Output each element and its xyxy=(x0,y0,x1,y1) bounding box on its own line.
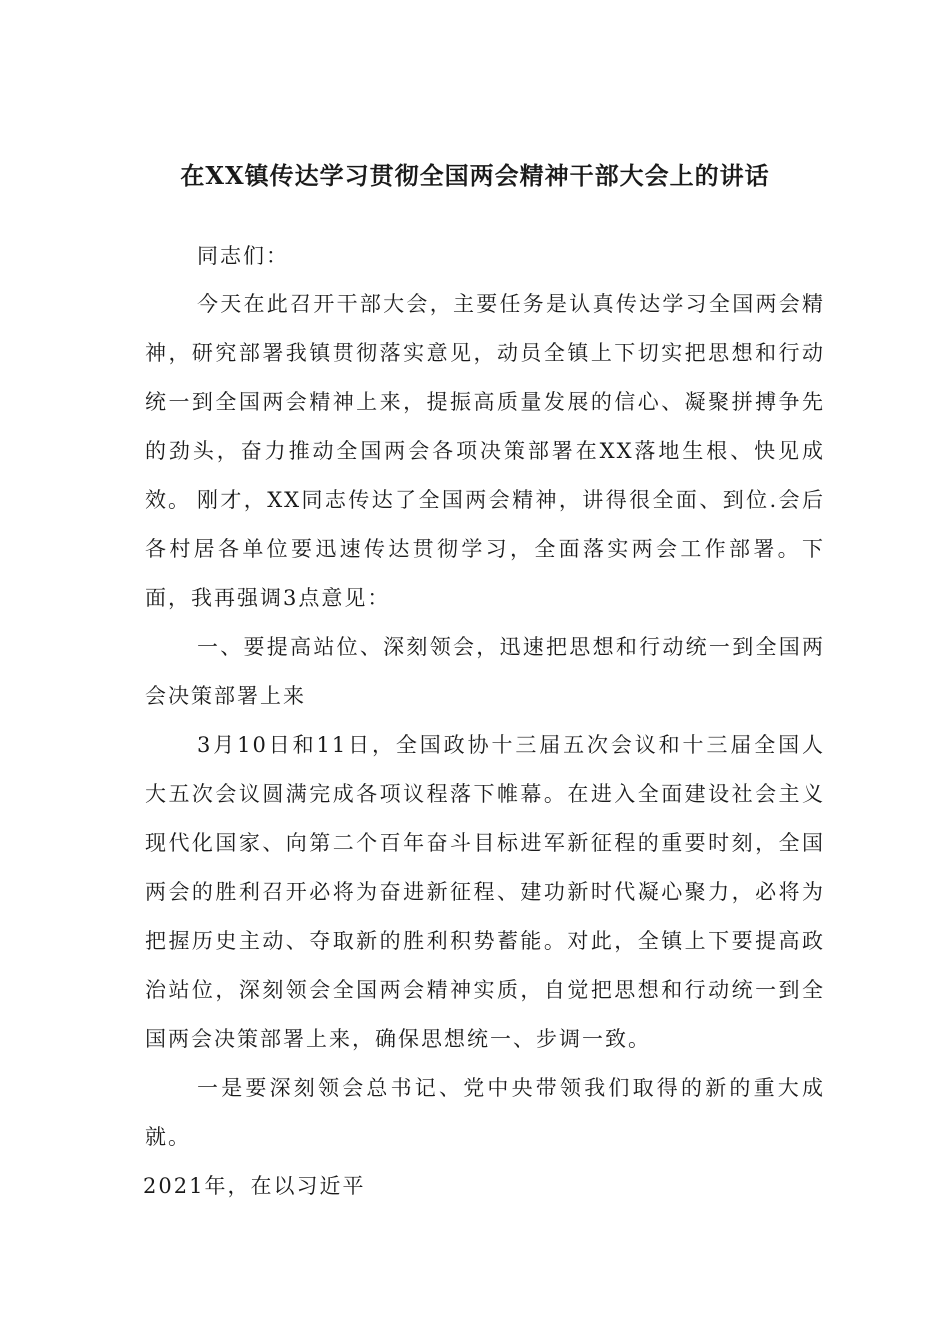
paragraph-4 xyxy=(145,1064,825,1211)
paragraph-3: 3月10日和11日，全国政协十三届五次会议和十三届全国人大五次会议圆满完成各项议程落下帷幕。在进入全面建设社会主义现代化国家、向第二个百年奋斗目标进军新征程的重要时刻，全国两会的胜利召开必将为奋进新征程、建功新时代凝心聚力，必将为把握历史主动、夺取新的胜利积势蓄能。对此，全镇上下要提高政治站位，深刻领会全国两会精神实质，自觉把思想和行动统一到全国两会决策部署上来，确保思想统一、步调一致。 xyxy=(145,733,825,1051)
paragraph-1: 今天在此召开干部大会，主要任务是认真传达学习全国两会精神，研究部署我镇贯彻落实意见，动员全镇上下切实把思想和行动统一到全国两会精神上来，提振高质量发展的信心、凝聚拼搏争先的劲头，奋力推动全国两会各项决策部署在XX落地生根、快见成效。 xyxy=(145,292,825,512)
paragraph-4-continuation: 2021年，在以习近平 xyxy=(143,1174,366,1198)
section-heading-1: 一、要提高站位、深刻领会，迅速把思想和行动统一到全国两会决策部署上来 xyxy=(145,635,825,708)
paragraph-2: 刚才，XX同志传达了全国两会精神，讲得很全面、到位.会后各村居各单位要迅速传达贯彻学习，全面落实两会工作部署。下面，我再强调3点意见： xyxy=(145,488,825,610)
paragraph-4-text: 一是要深刻领会总书记、党中央带领我们取得的新的重大成就。 xyxy=(145,1076,825,1149)
salutation: 同志们： xyxy=(197,244,289,268)
document-title: 在XX镇传达学习贯彻全国两会精神干部大会上的讲话 xyxy=(180,161,770,190)
